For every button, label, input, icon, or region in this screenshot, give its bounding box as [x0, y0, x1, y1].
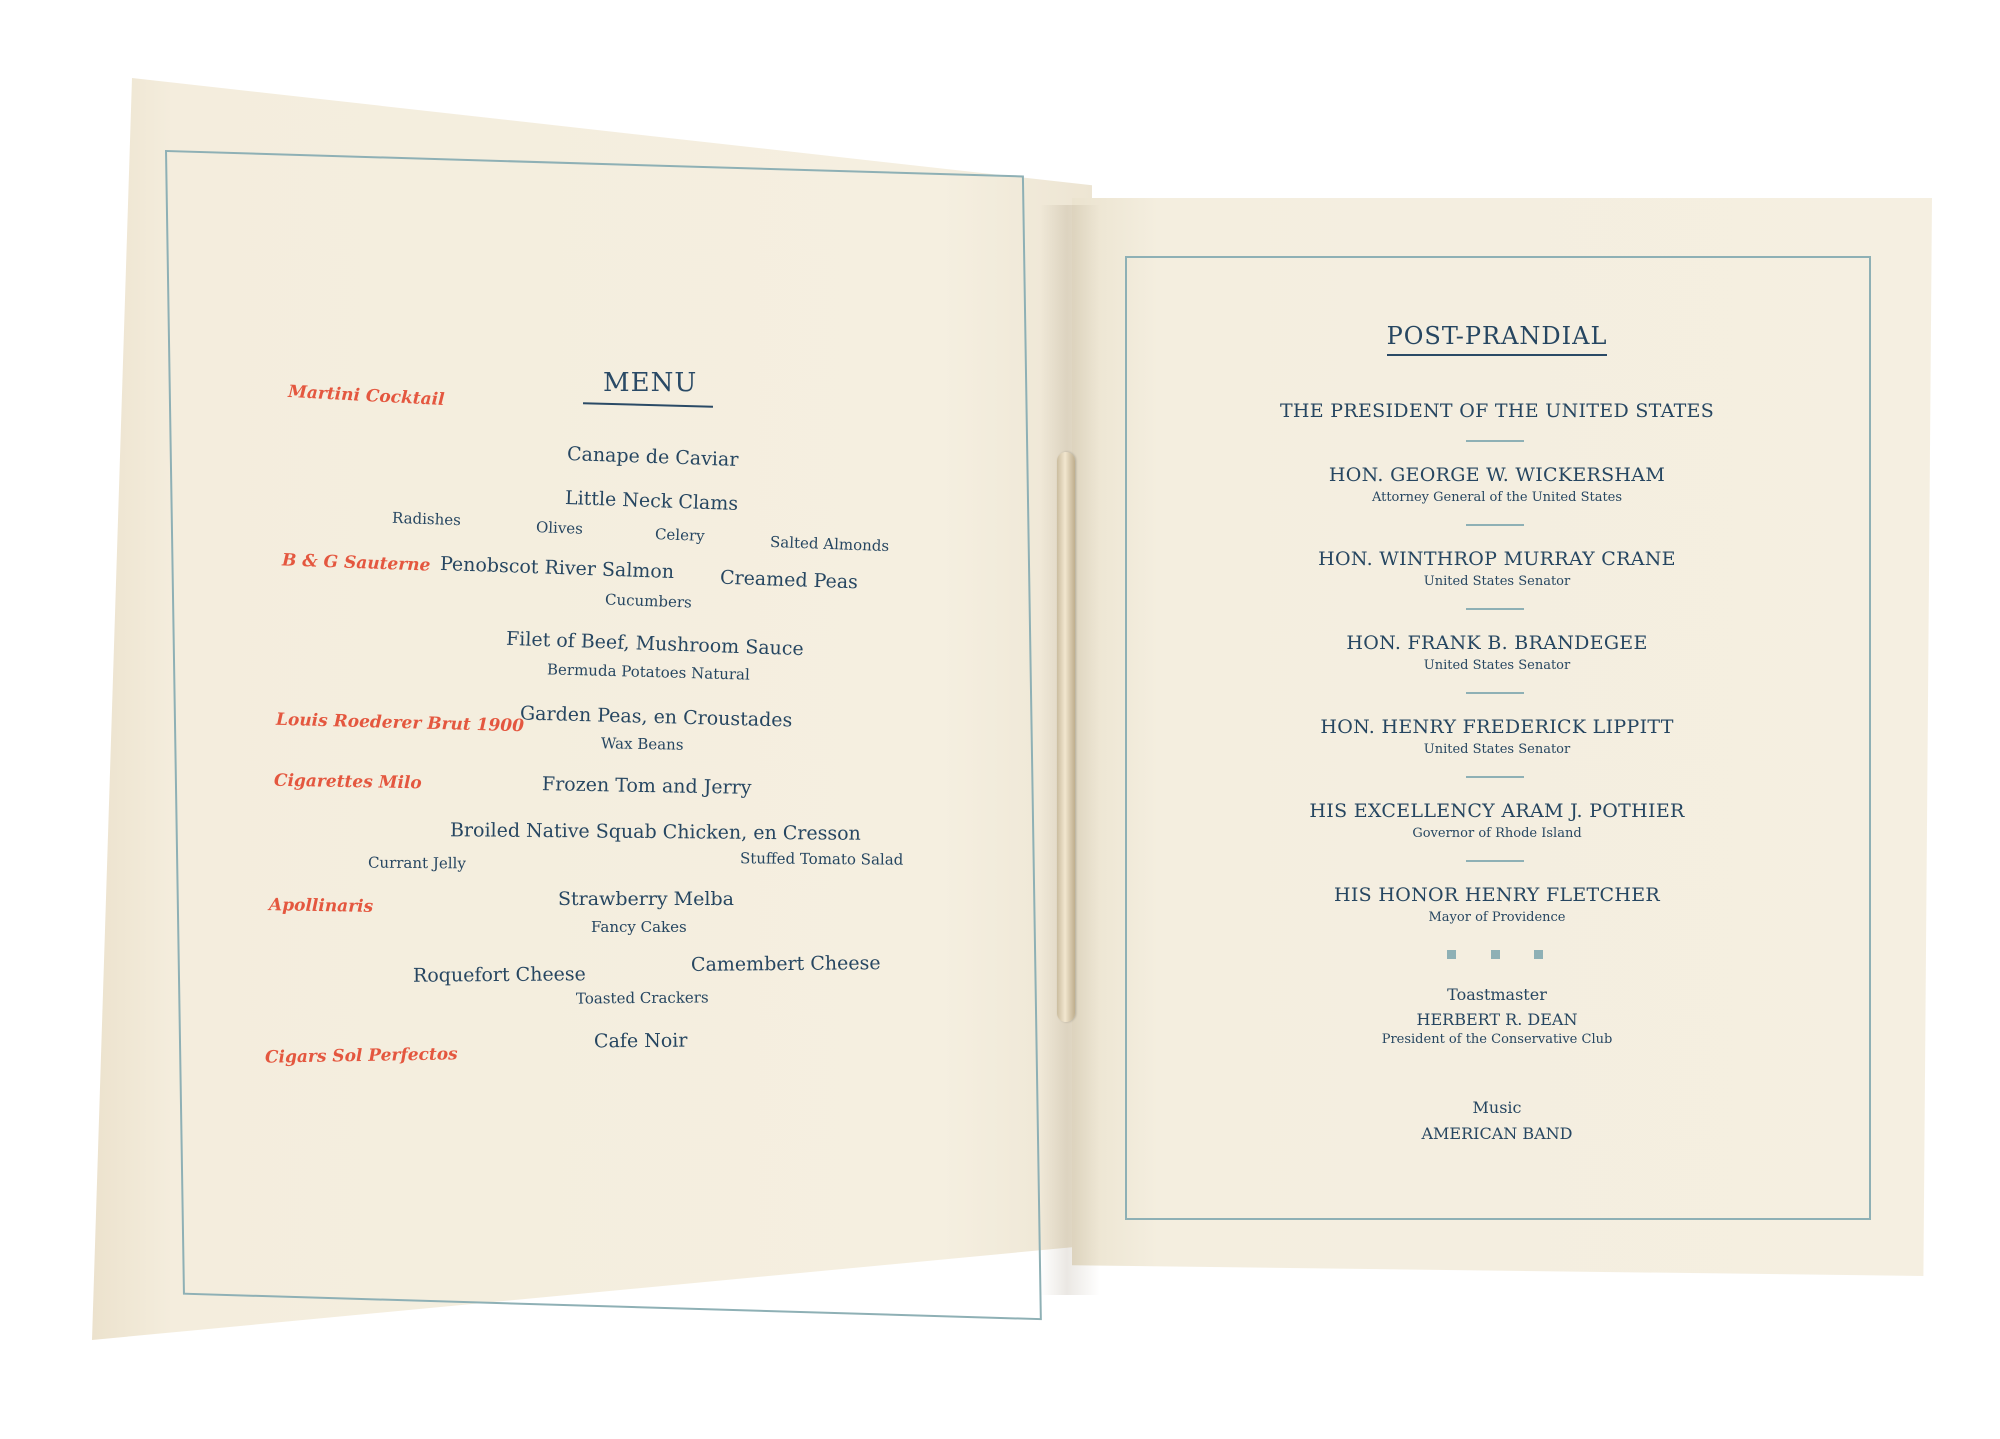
toastmaster-name: HERBERT R. DEAN: [1416, 1010, 1578, 1029]
course-cucumbers: Cucumbers: [604, 590, 693, 612]
toast-role-3: United States Senator: [1423, 658, 1571, 673]
music-label: Music: [1472, 1098, 1522, 1117]
toastmaster-label: Toastmaster: [1447, 985, 1547, 1004]
course-radishes: Radishes: [391, 508, 462, 530]
cigarettes-milo: Cigarettes Milo: [273, 770, 422, 794]
menu-title: MENU: [603, 368, 698, 398]
toast-role-6: Mayor of Providence: [1428, 910, 1566, 925]
toast-president: THE PRESIDENT OF THE UNITED STATES: [1279, 400, 1715, 422]
course-potatoes: Bermuda Potatoes Natural: [546, 660, 751, 684]
separator: [1466, 440, 1524, 442]
course-wax-beans: Wax Beans: [600, 734, 684, 754]
toast-role-4: United States Senator: [1423, 742, 1571, 757]
separator: [1466, 608, 1524, 610]
wine-martini: Martini Cocktail: [287, 381, 446, 411]
music-name: AMERICAN BAND: [1421, 1124, 1573, 1143]
course-filet: Filet of Beef, Mushroom Sauce: [505, 627, 805, 661]
toast-name-2: HON. WINTHROP MURRAY CRANE: [1318, 548, 1676, 570]
course-tom-jerry: Frozen Tom and Jerry: [541, 773, 752, 799]
course-garden-peas: Garden Peas, en Croustades: [519, 702, 793, 732]
separator: [1466, 524, 1524, 526]
course-almonds: Salted Almonds: [769, 532, 890, 556]
course-melba: Strawberry Melba: [558, 888, 734, 910]
separator: [1466, 692, 1524, 694]
toast-name-5: HIS EXCELLENCY ARAM J. POTHIER: [1309, 800, 1685, 822]
toast-name-4: HON. HENRY FREDERICK LIPPITT: [1320, 716, 1674, 738]
course-cafe-noir: Cafe Noir: [593, 1029, 688, 1053]
course-olives: Olives: [535, 518, 584, 538]
course-tomato: Stuffed Tomato Salad: [739, 849, 904, 869]
post-prandial-title: POST-PRANDIAL: [1386, 322, 1608, 350]
course-cakes: Fancy Cakes: [591, 918, 687, 936]
course-crackers: Toasted Crackers: [575, 988, 709, 1008]
binding-cord: [1057, 452, 1075, 1022]
toastmaster-role: President of the Conservative Club: [1381, 1032, 1613, 1047]
ornament-dot: [1447, 950, 1456, 959]
course-caviar: Canape de Caviar: [566, 443, 739, 471]
separator: [1466, 776, 1524, 778]
wine-roederer: Louis Roederer Brut 1900: [275, 709, 525, 737]
toast-name-6: HIS HONOR HENRY FLETCHER: [1333, 884, 1661, 906]
separator: [1466, 860, 1524, 862]
course-salmon: Penobscot River Salmon: [439, 552, 675, 584]
toast-name-3: HON. FRANK B. BRANDEGEE: [1346, 632, 1648, 654]
course-camembert: Camembert Cheese: [690, 952, 881, 976]
course-celery: Celery: [654, 525, 705, 545]
toast-name-1: HON. GEORGE W. WICKERSHAM: [1328, 464, 1666, 486]
toast-role-1: Attorney General of the United States: [1371, 490, 1623, 505]
course-clams: Little Neck Clams: [564, 486, 739, 516]
toast-role-5: Governor of Rhode Island: [1412, 826, 1582, 841]
course-squab: Broiled Native Squab Chicken, en Cresson: [449, 819, 861, 845]
ornament-dot: [1491, 950, 1500, 959]
cigars-sol-perfectos: Cigars Sol Perfectos: [264, 1044, 458, 1068]
post-prandial-underline: [1387, 354, 1607, 356]
wine-sauterne: B & G Sauterne: [281, 550, 431, 576]
ornament-dot: [1534, 950, 1543, 959]
course-currant: Currant Jelly: [367, 853, 466, 873]
course-creamed-peas: Creamed Peas: [719, 566, 859, 594]
toast-role-2: United States Senator: [1423, 574, 1571, 589]
course-roquefort: Roquefort Cheese: [412, 963, 586, 987]
wine-apollinaris: Apollinaris: [268, 895, 374, 917]
